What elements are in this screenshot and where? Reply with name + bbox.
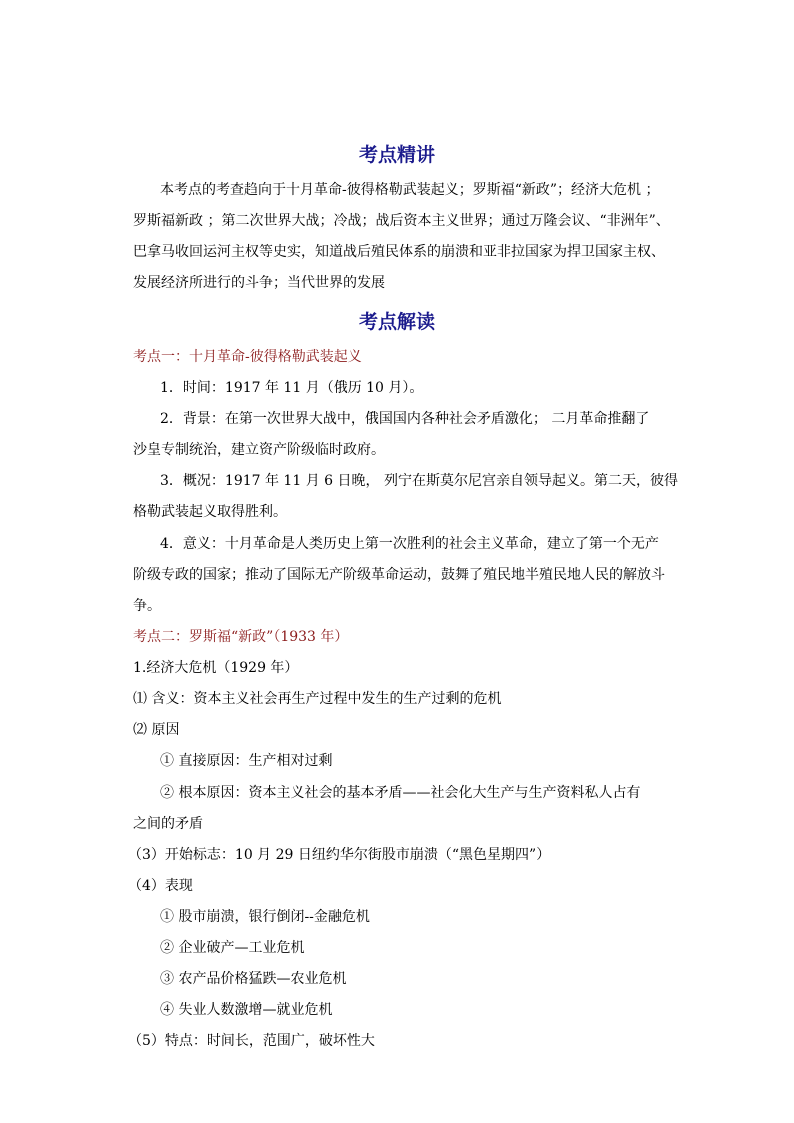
topic-two-line-10: ② 企业破产—工业危机 [160, 940, 305, 956]
topic-two-line-3: ⑵ 原因 [133, 722, 180, 738]
section-title-interpretation: 考点解读 [358, 311, 435, 333]
topic-two-line-11: ③ 农产品价格猛跌—农业危机 [160, 971, 347, 987]
intro-line-3: 巴拿马收回运河主权等史实，知道战后殖民体系的崩溃和亚非拉国家为捍卫国家主权、 [133, 244, 665, 260]
topic-two-line-13: （5）特点：时间长，范围广，破坏性大 [128, 1033, 375, 1049]
intro-line-1: 本考点的考查趋向于十月革命-彼得格勒武装起义；罗斯福“新政”；经济大危机 ； [160, 182, 660, 198]
topic-two-line-5: ② 根本原因：资本主义社会的基本矛盾——社会化大生产与生产资料私人占有 [160, 785, 641, 801]
topic-two-line-9: ① 股市崩溃，银行倒闭--金融危机 [160, 909, 370, 925]
topic-two-line-2: ⑴ 含义：资本主义社会再生产过程中发生的生产过剩的危机 [133, 691, 502, 707]
topic-one-line-2: 2．背景：在第一次世界大战中，俄国国内各种社会矛盾激化； 二月革命推翻了 [160, 411, 650, 427]
topic-one-line-1: 1．时间：1917 年 11 月（俄历 10 月）。 [160, 380, 424, 396]
topic-one-heading: 考点一：十月革命-彼得格勒武装起义 [133, 349, 362, 365]
topic-two-line-4: ① 直接原因：生产相对过剩 [160, 753, 333, 769]
topic-two-line-1: 1.经济大危机（1929 年） [133, 660, 299, 676]
topic-one-line-7: 阶级专政的国家；推动了国际无产阶级革命运动，鼓舞了殖民地半殖民地人民的解放斗 [133, 567, 665, 583]
topic-two-line-7: （3）开始标志：10 月 29 日纽约华尔街股市崩溃（“黑色星期四”） [128, 847, 551, 863]
topic-one-line-6: 4．意义：十月革命是人类历史上第一次胜利的社会主义革命，建立了第一个无产 [160, 536, 659, 552]
topic-one-line-4: 3．概况：1917 年 11 月 6 日晚， 列宁在斯莫尔尼宫亲自领导起义。第二天，彼得 [160, 473, 678, 489]
topic-two-line-8: （4）表现 [128, 878, 193, 894]
topic-one-line-3: 沙皇专制统治，建立资产阶级临时政府。 [133, 442, 385, 458]
section-title-key-points: 考点精讲 [358, 144, 435, 166]
topic-two-line-12: ④ 失业人数激增—就业危机 [160, 1002, 333, 1018]
topic-two-heading: 考点二：罗斯福“新政”（1933 年） [133, 629, 349, 645]
topic-two-line-6: 之间的矛盾 [133, 816, 203, 832]
topic-one-line-8: 争。 [133, 598, 161, 614]
intro-line-2: 罗斯福新政 ；第二次世界大战；冷战；战后资本主义世界；通过万隆会议、“非洲年”、 [133, 213, 670, 229]
topic-one-line-5: 格勒武装起义取得胜利。 [133, 504, 287, 520]
intro-line-4: 发展经济所进行的斗争；当代世界的发展 [133, 275, 385, 291]
